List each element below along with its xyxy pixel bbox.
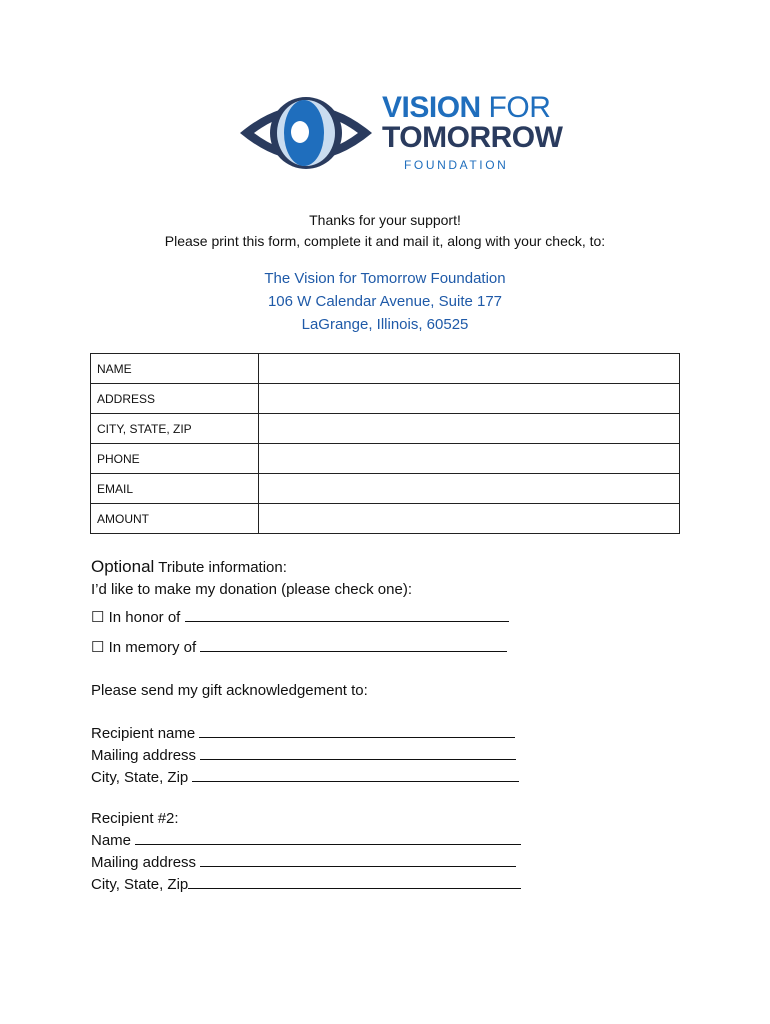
memory-name-blank[interactable] xyxy=(200,636,507,652)
logo-foundation-text: FOUNDATION xyxy=(404,158,509,172)
thanks-line: Thanks for your support! xyxy=(309,212,461,228)
name-field[interactable] xyxy=(259,354,680,384)
recipient-2-address-row xyxy=(91,851,711,873)
acknowledgement-section xyxy=(91,680,711,788)
mailing-address-block xyxy=(0,267,770,336)
address-field[interactable] xyxy=(259,384,680,414)
recipient-2-section xyxy=(91,808,711,895)
recipient-name-row xyxy=(91,722,711,744)
city-state-zip-row xyxy=(91,766,711,788)
foundation-city: LaGrange, Illinois, 60525 xyxy=(301,316,469,333)
table-row xyxy=(91,444,680,474)
mailing-address-blank[interactable] xyxy=(200,744,516,760)
recipient-name-label: Recipient name xyxy=(91,725,200,742)
logo-vision-for-text: VISION FOR xyxy=(382,91,551,124)
foundation-street: 106 W Calendar Avenue, Suite 177 xyxy=(267,293,503,310)
city-state-zip-field[interactable] xyxy=(259,414,680,444)
city-state-zip-label-ack: City, State, Zip xyxy=(91,769,193,786)
donor-info-table xyxy=(90,353,680,534)
recipient-name-blank[interactable] xyxy=(199,722,515,738)
table-row xyxy=(91,504,680,534)
mailing-address-row xyxy=(91,744,711,766)
amount-label: AMOUNT xyxy=(91,504,259,534)
table-row xyxy=(91,384,680,414)
recipient-2-city-row xyxy=(91,873,711,895)
recipient-2-name-label: Name xyxy=(91,832,136,849)
table-row xyxy=(91,414,680,444)
honor-checkbox[interactable]: ☐ xyxy=(91,609,105,626)
tribute-section xyxy=(91,556,691,658)
amount-field[interactable] xyxy=(259,504,680,534)
memory-checkbox[interactable]: ☐ xyxy=(91,639,105,656)
recipient-2-name-row xyxy=(91,829,711,851)
eye-icon xyxy=(236,90,376,180)
city-state-zip-blank[interactable] xyxy=(192,766,519,782)
acknowledgement-heading: Please send my gift acknowledgement to: xyxy=(91,682,368,699)
optional-word: Optional xyxy=(91,557,155,576)
logo-tomorrow-text: TOMORROW xyxy=(382,121,563,154)
memory-label: In memory of xyxy=(104,639,201,656)
in-honor-row xyxy=(91,606,691,628)
recipient-2-address-label: Mailing address xyxy=(91,854,201,871)
honor-name-blank[interactable] xyxy=(185,606,509,622)
recipient-2-name-blank[interactable] xyxy=(135,829,521,845)
address-label: ADDRESS xyxy=(91,384,259,414)
email-label: EMAIL xyxy=(91,474,259,504)
foundation-name: The Vision for Tomorrow Foundation xyxy=(264,270,506,287)
recipient-2-city-label: City, State, Zip xyxy=(91,876,189,893)
mailing-address-label: Mailing address xyxy=(91,747,201,764)
foundation-logo xyxy=(236,90,563,180)
email-field[interactable] xyxy=(259,474,680,504)
tribute-prompt: I’d like to make my donation (please check one): xyxy=(91,581,412,598)
recipient-2-heading: Recipient #2: xyxy=(91,810,179,827)
intro-text xyxy=(0,210,770,252)
city-state-zip-label: CITY, STATE, ZIP xyxy=(91,414,259,444)
instructions-line: Please print this form, complete it and mail it, along with your check, to: xyxy=(164,233,606,249)
recipient-2-city-blank[interactable] xyxy=(188,873,521,889)
phone-field[interactable] xyxy=(259,444,680,474)
honor-label: In honor of xyxy=(104,609,185,626)
table-row xyxy=(91,354,680,384)
tribute-heading-rest: Tribute information: xyxy=(154,559,287,576)
name-label: NAME xyxy=(91,354,259,384)
tribute-heading xyxy=(91,556,691,579)
phone-label: PHONE xyxy=(91,444,259,474)
table-row xyxy=(91,474,680,504)
recipient-2-address-blank[interactable] xyxy=(200,851,516,867)
in-memory-row xyxy=(91,636,691,658)
